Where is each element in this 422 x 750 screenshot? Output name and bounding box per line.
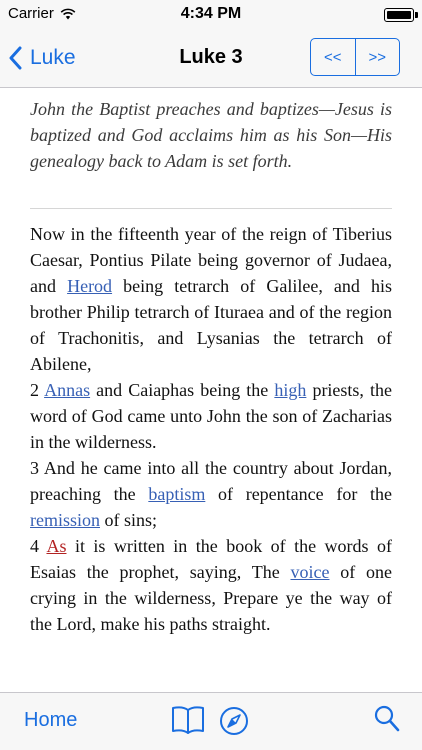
word-link-herod[interactable]: Herod xyxy=(67,276,113,296)
word-link-voice[interactable]: voice xyxy=(290,562,330,582)
verse-1 xyxy=(30,221,392,377)
verse-text: and Caiaphas being the xyxy=(90,380,275,400)
chapter-summary: John the Baptist preaches and baptizes—Jesus is baptized and God acclaims him as his Son—His genealogy back to Adam is set forth. xyxy=(30,99,392,171)
verse-text: 3 And he came into all the country about Jordan, preaching the xyxy=(30,458,392,504)
word-link-high[interactable]: high xyxy=(274,380,307,400)
verse-text: it is written in the book of the words of Esaias the prophet, saying, The xyxy=(30,536,392,582)
verse-text: of repentance for the xyxy=(205,484,392,504)
next-chapter-button[interactable]: >> xyxy=(355,39,400,75)
back-label: Luke xyxy=(30,46,76,69)
chapter-navigation xyxy=(310,38,400,76)
word-link-as[interactable]: As xyxy=(46,536,67,556)
previous-chapter-button[interactable]: << xyxy=(323,48,342,66)
carrier-label: Carrier xyxy=(8,5,54,22)
battery-icon xyxy=(384,8,414,22)
verse-text: of sins; xyxy=(100,510,158,530)
verse-list xyxy=(30,221,392,637)
compass-icon[interactable] xyxy=(218,705,250,737)
verse-4 xyxy=(30,533,392,637)
book-icon[interactable] xyxy=(170,705,206,735)
word-link-annas[interactable]: Annas xyxy=(44,380,91,400)
word-link-baptism[interactable]: baptism xyxy=(148,484,206,504)
word-link-remission[interactable]: remission xyxy=(30,510,100,530)
verse-text: of one crying in the wilderness, Prepare ye the way of the Lord, make his paths straight. xyxy=(30,562,392,634)
verse-2 xyxy=(30,377,392,455)
page-title: Luke 3 xyxy=(179,46,243,68)
verse-number: 4 xyxy=(30,536,47,556)
home-button[interactable]: Home xyxy=(24,709,78,731)
verse-3 xyxy=(30,455,392,533)
back-button[interactable] xyxy=(8,40,76,76)
verse-text: priests, the word of God came unto John the son of Zacharias in the wilderness. xyxy=(30,380,392,452)
search-icon[interactable] xyxy=(374,705,400,733)
back-chevron-icon xyxy=(8,46,22,70)
verse-number: 2 xyxy=(30,380,45,400)
tab-bar xyxy=(0,692,422,750)
status-time: 4:34 PM xyxy=(180,5,242,22)
verse-text: being tetrarch of Galilee, and his brother Philip tetrarch of Ituraea and of the region of Trachonitis, and Lysanias the tetrarch of Abilene, xyxy=(30,276,392,374)
chapter-content[interactable] xyxy=(0,88,422,692)
navigation-bar xyxy=(0,28,422,88)
verse-text: Now in the fifteenth year of the reign of Tiberius Caesar, Pontius Pilate being governor of Judaea, and xyxy=(30,224,392,296)
divider xyxy=(30,208,392,209)
